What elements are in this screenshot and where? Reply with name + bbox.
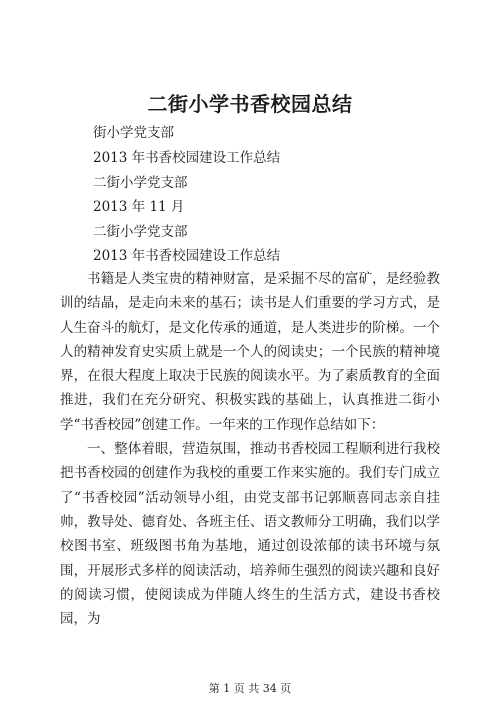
body-paragraph-2: 一、整体着眼，营造氛围，推动书香校园工程顺利进行我校把书香校园的创建作为我校的重要工作来实施的。我们专门成立了“书香校园”活动领导小组，由党支部书记郭顺喜同志亲自挂帅，教导处、德育处、各班主任、语文教师分工明确，我们以学校图书室、班级图书角为基地，通过创设浓郁的读书环境与氛围，开展形式多样的阅读活动，培养师生强烈的阅读兴趣和良好的阅读习惯，使阅读成为伴随人终生的生活方式，建设书香校园，为 [60,441,440,628]
page-footer: 第 1 页 共 34 页 [208,682,292,695]
meta-line-3: 二街小学党支部 [93,175,188,191]
meta-line-5: 二街小学党支部 [93,224,188,240]
meta-line-2: 2013 年书香校园建设工作总结 [93,150,281,166]
meta-line-4: 2013 年 11 月 [93,199,185,215]
document-title: 二街小学书香校园总结 [147,92,353,116]
meta-line-1: 街小学党支部 [93,125,174,141]
meta-line-6: 2013 年书香校园建设工作总结 [93,248,281,264]
document-body [60,267,440,631]
body-paragraph-1: 书籍是人类宝贵的精神财富，是采掘不尽的富矿，是经验教训的结晶，是走向未来的基石；读书是人们重要的学习方式，是人生奋斗的航灯，是文化传承的通道，是人类进步的阶梯。一个人的精神发育史实质上就是一个人的阅读史；一个民族的精神境界，在很大程度上取决于民族的阅读水平。为了素质教育的全面推进，我们在充分研究、积极实践的基础上，认真推进二街小学“书香校园”创建工作。一年来的工作现作总结如下： [60,271,440,433]
